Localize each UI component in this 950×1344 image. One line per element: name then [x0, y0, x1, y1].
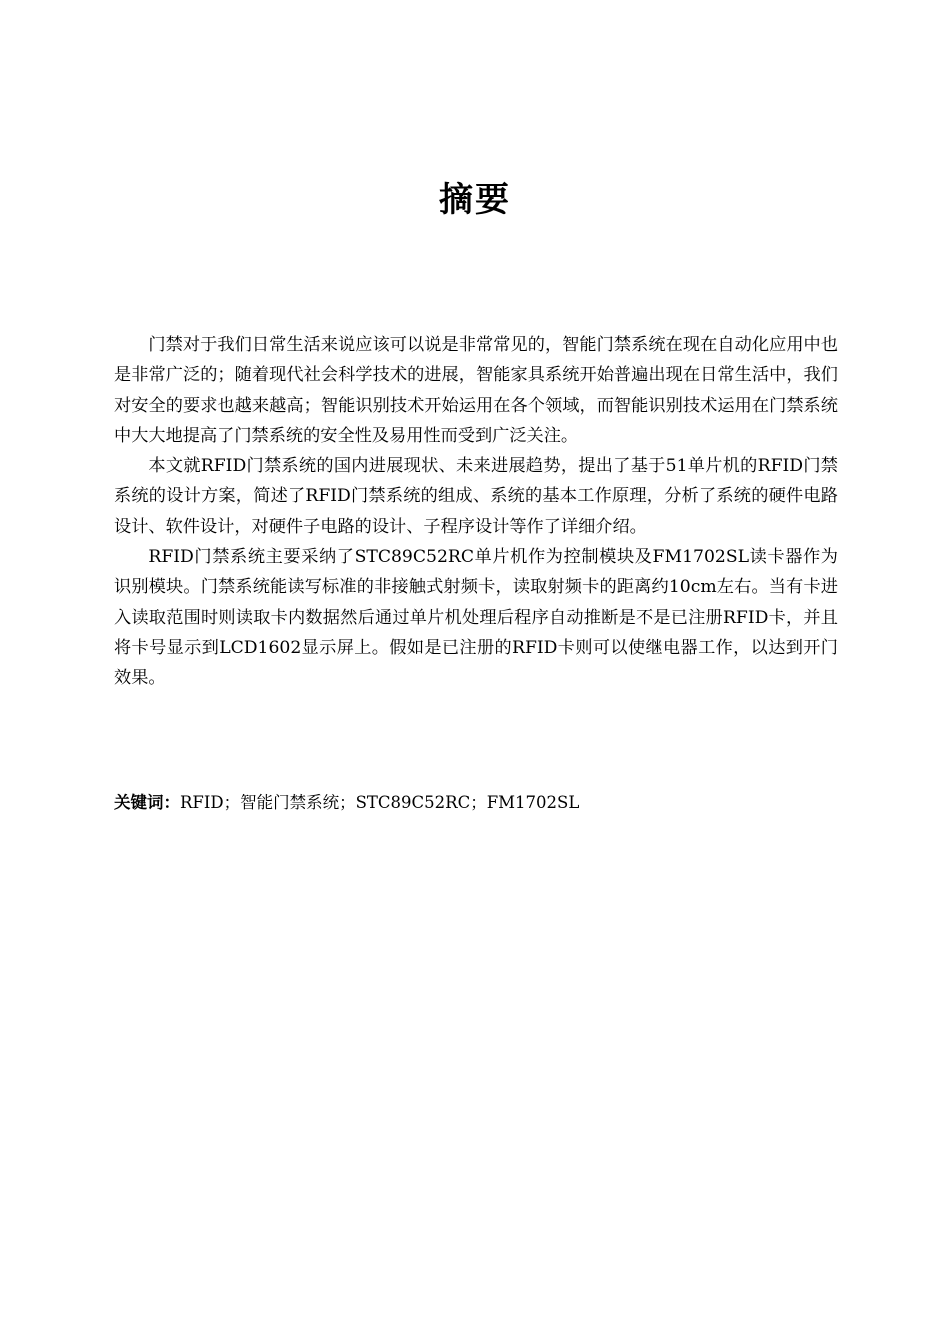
abstract-paragraph-1: 门禁对于我们日常生活来说应该可以说是非常常见的，智能门禁系统在现在自动化应用中也是非常广泛的；随着现代社会科学技术的进展，智能家具系统开始普遍出现在日常生活中，我们对安全的要求也越来越高；智能识别技术开始运用在各个领域，而智能识别技术运用在门禁系统中大大地提高了门禁系统的安全性及易用性而受到广泛关注。	[114, 335, 838, 446]
keywords-line	[114, 789, 838, 817]
keywords-text: RFID；智能门禁系统；STC89C52RC；FM1702SL	[180, 793, 580, 812]
abstract-title: 摘要	[439, 180, 511, 220]
abstract-paragraph-2: 本文就RFID门禁系统的国内进展现状、未来进展趋势，提出了基于51单片机的RFID门禁系统的设计方案，简述了RFID门禁系统的组成、系统的基本工作原理，分析了系统的硬件电路设计、软件设计，对硬件子电路的设计、子程序设计等作了详细介绍。	[114, 456, 838, 537]
keywords-label: 关键词：	[114, 793, 180, 812]
abstract-body	[114, 330, 838, 694]
abstract-paragraph-3: RFID门禁系统主要采纳了STC89C52RC单片机作为控制模块及FM1702SL读卡器作为识别模块。门禁系统能读写标准的非接触式射频卡，读取射频卡的距离约10cm左右。当有卡进入读取范围时则读取卡内数据然后通过单片机处理后程序自动推断是不是已注册RFID卡，并且将卡号显示到LCD1602显示屏上。假如是已注册的RFID卡则可以使继电器工作，以达到开门效果。	[114, 547, 838, 689]
